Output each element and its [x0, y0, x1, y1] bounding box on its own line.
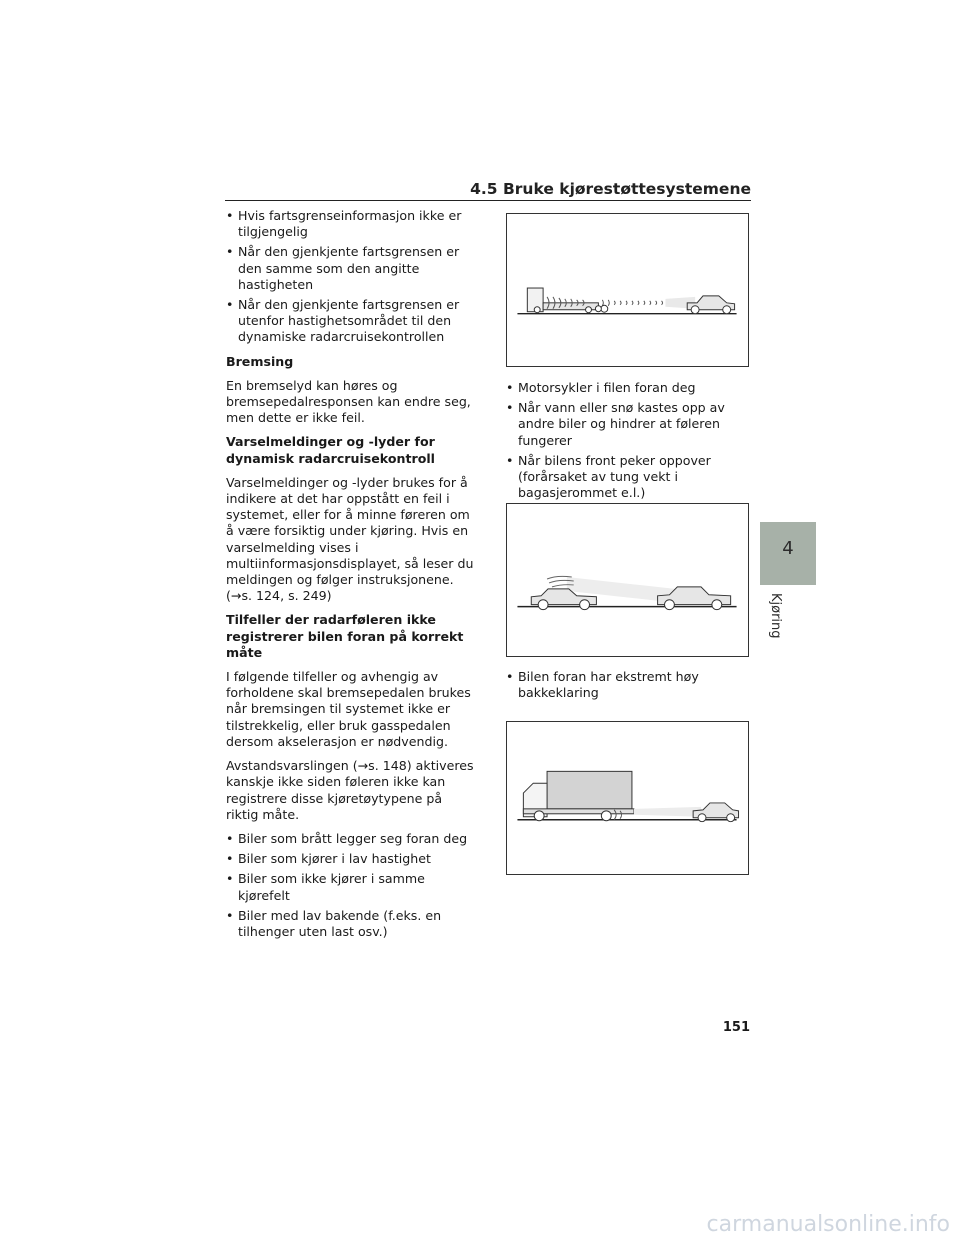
section-title: 4.5 Bruke kjørestøttesystemene [470, 180, 751, 198]
right-column-bullets-b [506, 669, 756, 709]
list-item: • Motorsykler i filen foran deg [506, 380, 756, 396]
list-item: • Hvis fartsgrenseinformasjon ikke er tilgjengelig [226, 208, 474, 240]
heading-braking: Bremsing [226, 353, 294, 369]
paragraph-warnings: Varselmeldinger og -lyder brukes for å indikere at det har oppstått en feil i systemet, eller for å minne føreren om å være forsiktig under kjøring. Hvis en varselmelding vises i multiinformasjonsdisplayet, så leser du meldingen og følger instruksjonene. (→s. 124, s. 249) [226, 474, 474, 604]
high-clearance-illustration [507, 722, 748, 874]
paragraph-distance: Avstandsvarslingen (→s. 148) aktiveres kanskje ikke siden føleren ikke kan registrere disse kjøretøytypene på riktig måte. [226, 758, 474, 822]
list-item: • Når vann eller snø kastes opp av andre biler og hindrer at føleren fungerer [506, 400, 756, 449]
figure-spray [506, 503, 749, 657]
watermark: carmanualsonline.info [706, 1212, 950, 1237]
bullet-list [506, 380, 756, 501]
list-item: • Når bilens front peker oppover (forårsaket av tung vekt i bagasjerommet e.l.) [506, 453, 756, 502]
heading-warnings: Varselmeldinger og -lyder for dynamisk radarcruisekontroll [226, 434, 435, 466]
right-column-bullets-a [506, 380, 756, 509]
motorcycle-illustration [507, 214, 748, 366]
list-item: • Biler som kjører i lav hastighet [226, 851, 474, 867]
header-rule [225, 200, 751, 201]
bullet-list [506, 669, 756, 701]
list-item: • Biler som brått legger seg foran deg [226, 831, 474, 847]
paragraph-cases: I følgende tilfeller og avhengig av forholdene skal bremsepedalen brukes når bremsingen til systemet ikke er tilstrekkelig, eller bruk gasspedalen dersom akselerasjon er nødvendig. [226, 669, 471, 749]
paragraph-braking: En bremselyd kan høres og bremsepedalresponsen kan endre seg, men dette er ikke feil. [226, 377, 471, 426]
left-column [226, 208, 474, 948]
figure-motorcycle-ahead [506, 213, 749, 367]
list-item: • Biler som ikke kjører i samme kjørefelt [226, 871, 474, 903]
list-item: • Bilen foran har ekstremt høy bakkeklaring [506, 669, 756, 701]
chapter-number: 4 [782, 538, 794, 559]
bullet-list-bottom [226, 831, 474, 940]
spray-illustration [507, 504, 748, 656]
bullet-list-top [226, 208, 474, 346]
page-number: 151 [722, 1020, 750, 1035]
list-item: • Når den gjenkjente fartsgrensen er utenfor hastighetsområdet til den dynamiske radarcruisekontrollen [226, 297, 474, 346]
list-item: • Biler med lav bakende (f.eks. en tilhenger uten last osv.) [226, 908, 474, 940]
list-item: • Når den gjenkjente fartsgrensen er den samme som den angitte hastigheten [226, 244, 474, 293]
chapter-label: Kjøring [768, 593, 783, 639]
figure-high-clearance [506, 721, 749, 875]
heading-cases: Tilfeller der radarføleren ikke registrerer bilen foran på korrekt måte [226, 612, 464, 660]
